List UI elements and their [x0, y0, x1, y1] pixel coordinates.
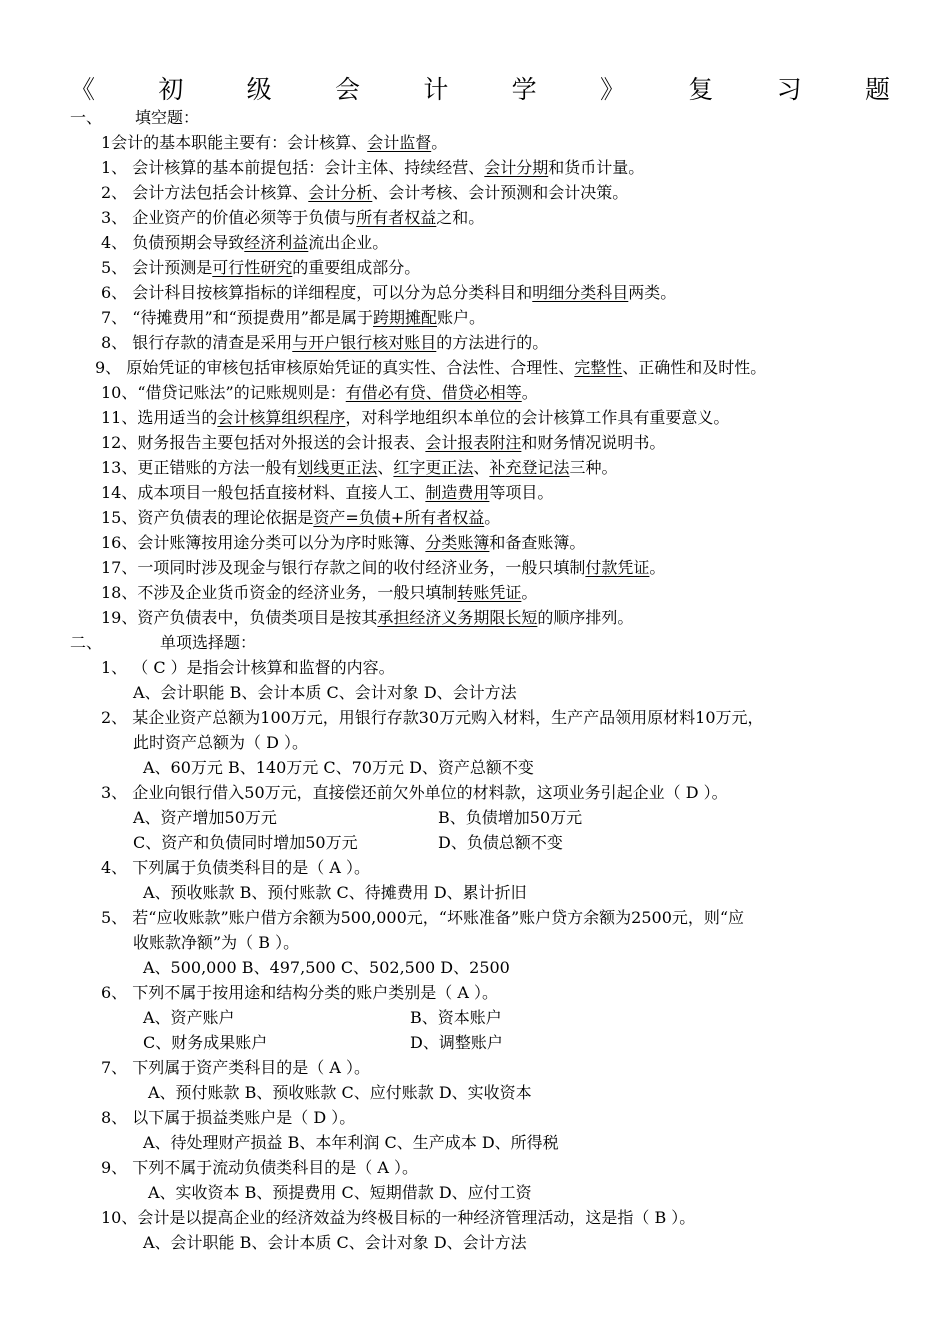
- text-line: [101, 656, 395, 680]
- answer-underlined: 可行性研究: [212, 258, 293, 277]
- text-segment: A、500,000 B、497,500 C、502,500 D、2500: [143, 958, 510, 977]
- answer-underlined: 资产=负债+所有者权益: [313, 508, 485, 527]
- text-segment: 14、成本项目一般包括直接材料、直接人工、: [101, 483, 426, 502]
- text-line: [101, 856, 370, 880]
- title-char: 》: [599, 75, 625, 104]
- text-segment: 7、 “待摊费用”和“预提费用”都是属于: [101, 308, 373, 327]
- text-segment: 。: [431, 133, 448, 152]
- text-line: [101, 506, 500, 530]
- text-segment: 和备查账簿。: [489, 533, 586, 552]
- text-segment: 3、 企业向银行借入50万元，直接偿还前欠外单位的材料款，这项业务引起企业（ D ）。: [101, 783, 728, 802]
- answer-underlined: 会计分期: [484, 158, 549, 177]
- text-segment: 11、选用适当的: [101, 408, 218, 427]
- text-line: [101, 381, 538, 405]
- answer-underlined: 明细分类科目: [532, 283, 629, 302]
- text-segment: 6、 会计科目按核算指标的详细程度，可以分为总分类科目和: [101, 283, 533, 302]
- text-line: [101, 556, 665, 580]
- title-char: 复: [688, 75, 714, 104]
- text-segment: 15、资产负债表的理论依据是: [101, 508, 314, 527]
- text-segment: A、预付账款 B、预收账款 C、应付账款 D、实收资本: [148, 1083, 532, 1102]
- answer-underlined: 所有者权益: [356, 208, 437, 227]
- text-segment: 19、资产负债表中，负债类项目是按其: [101, 608, 378, 627]
- text-segment: 账户。: [437, 308, 486, 327]
- text-segment: 8、 以下属于损益类账户是（ D ）。: [101, 1108, 356, 1127]
- text-line: [101, 256, 420, 280]
- text-segment: 流出企业。: [308, 233, 389, 252]
- text-line: [101, 306, 485, 330]
- text-segment: 16、会计账簿按用途分类可以分为序时账簿、: [101, 533, 426, 552]
- text-segment: 1、 会计核算的基本前提包括：会计主体、持续经营、: [101, 158, 485, 177]
- text-line: [143, 1031, 267, 1055]
- text-segment: 、: [473, 458, 490, 477]
- text-segment: 填空题：: [135, 108, 200, 127]
- text-segment: 的重要组成部分。: [292, 258, 421, 277]
- text-segment: C、资产和负债同时增加50万元: [133, 833, 358, 852]
- text-segment: A、待处理财产损益 B、本年利润 C、生产成本 D、所得税: [143, 1133, 559, 1152]
- text-segment: 。: [521, 583, 538, 602]
- text-segment: 8、 银行存款的清查是采用: [101, 333, 293, 352]
- text-segment: A、资产增加50万元: [133, 808, 277, 827]
- text-segment: D、负债总额不变: [438, 833, 563, 852]
- answer-underlined: 红字更正法: [393, 458, 474, 477]
- text-line: [101, 531, 585, 555]
- document-title: [70, 70, 890, 104]
- text-segment: 之和。: [436, 208, 485, 227]
- text-segment: 3、 企业资产的价值必须等于负债与: [101, 208, 357, 227]
- text-segment: 1会计的基本职能主要有：会计核算、: [101, 133, 368, 152]
- text-segment: A、实收资本 B、预提费用 C、短期借款 D、应付工资: [148, 1183, 532, 1202]
- text-segment: 和货币计量。: [548, 158, 645, 177]
- text-segment: 4、 下列属于负债类科目的是（ A ）。: [101, 858, 370, 877]
- text-segment: D、调整账户: [410, 1033, 503, 1052]
- text-segment: 一、: [70, 108, 103, 127]
- text-segment: B、负债增加50万元: [438, 808, 583, 827]
- text-line: [101, 1206, 695, 1230]
- answer-underlined: 划线更正法: [297, 458, 378, 477]
- text-line: [133, 731, 308, 755]
- text-line: [70, 631, 102, 655]
- text-segment: B、资本账户: [410, 1008, 502, 1027]
- text-line: [101, 1156, 418, 1180]
- text-segment: 13、更正错账的方法一般有: [101, 458, 298, 477]
- text-line: [101, 206, 484, 230]
- answer-underlined: 承担经济义务期限长短: [377, 608, 538, 627]
- text-segment: 2、 某企业资产总额为100万元，用银行存款30万元购入材料，生产产品领用原材料10万元，: [101, 708, 764, 727]
- text-line: [101, 606, 633, 630]
- text-line: [143, 1231, 527, 1255]
- text-line: [101, 456, 617, 480]
- text-line: [133, 681, 517, 705]
- title-char: 《: [70, 75, 96, 104]
- text-line: [101, 231, 388, 255]
- text-segment: A、60万元 B、140万元 C、70万元 D、资产总额不变: [143, 758, 534, 777]
- text-segment: 9、 原始凭证的审核包括审核原始凭证的真实性、合法性、合理性、: [95, 358, 575, 377]
- text-segment: 三种。: [569, 458, 618, 477]
- text-segment: 10、“借贷记账法”的记账规则是：: [101, 383, 346, 402]
- text-segment: A、预收账款 B、预付账款 C、待摊费用 D、累计折旧: [143, 883, 527, 902]
- text-segment: 、: [377, 458, 394, 477]
- answer-underlined: 会计监督: [367, 133, 432, 152]
- answer-underlined: 会计核算组织程序: [217, 408, 346, 427]
- text-segment: 10、会计是以提高企业的经济效益为终极目标的一种经济管理活动，这是指（ B ）。: [101, 1208, 696, 1227]
- text-line: [101, 581, 537, 605]
- text-segment: ，对科学地组织本单位的会计核算工作具有重要意义。: [345, 408, 730, 427]
- text-line: [148, 1081, 532, 1105]
- title-char: 题: [864, 75, 890, 104]
- answer-underlined: 经济利益: [244, 233, 309, 252]
- text-segment: A、会计职能 B、会计本质 C、会计对象 D、会计方法: [143, 1233, 527, 1252]
- text-line: [143, 956, 510, 980]
- text-line: [101, 331, 548, 355]
- text-line: [143, 1131, 559, 1155]
- text-line: [70, 106, 102, 130]
- text-segment: 二、: [70, 633, 103, 652]
- answer-underlined: 补充登记法: [489, 458, 570, 477]
- text-segment: 等项目。: [489, 483, 554, 502]
- text-segment: 此时资产总额为（ D ）。: [133, 733, 309, 752]
- title-char: 计: [423, 75, 449, 104]
- text-segment: 9、 下列不属于流动负债类科目的是（ A ）。: [101, 1158, 418, 1177]
- text-segment: 收账款净额”为（ B ）。: [133, 933, 300, 952]
- text-segment: 7、 下列属于资产类科目的是（ A ）。: [101, 1058, 370, 1077]
- text-line: [101, 1056, 370, 1080]
- text-segment: C、财务成果账户: [143, 1033, 268, 1052]
- text-line: [148, 1181, 532, 1205]
- text-segment: 的顺序排列。: [537, 608, 634, 627]
- text-segment: 两类。: [628, 283, 677, 302]
- text-segment: 、会计考核、会计预测和会计决策。: [372, 183, 629, 202]
- text-segment: 17、一项同时涉及现金与银行存款之间的收付经济业务，一般只填制: [101, 558, 586, 577]
- answer-underlined: 付款凭证: [585, 558, 650, 577]
- text-segment: A、会计职能 B、会计本质 C、会计对象 D、会计方法: [133, 683, 517, 702]
- answer-underlined: 制造费用: [425, 483, 490, 502]
- text-segment: 的方法进行的。: [436, 333, 549, 352]
- text-line: [101, 431, 665, 455]
- answer-underlined: 转账凭证: [457, 583, 522, 602]
- answer-underlined: 跨期摊配: [373, 308, 438, 327]
- text-line: [133, 831, 358, 855]
- text-line: [143, 881, 527, 905]
- answer-underlined: 完整性: [574, 358, 623, 377]
- title-char: 习: [776, 75, 802, 104]
- text-segment: 5、 会计预测是: [101, 258, 213, 277]
- text-line: [101, 281, 676, 305]
- text-segment: 2、 会计方法包括会计核算、: [101, 183, 309, 202]
- text-line: [133, 806, 277, 830]
- text-segment: 。: [521, 383, 538, 402]
- text-line: [101, 781, 728, 805]
- title-char: 级: [246, 75, 272, 104]
- text-segment: 。: [649, 558, 666, 577]
- text-segment: 18、不涉及企业货币资金的经济业务，一般只填制: [101, 583, 458, 602]
- text-line: [101, 131, 447, 155]
- text-line: [101, 1106, 355, 1130]
- text-segment: 单项选择题：: [160, 633, 257, 652]
- answer-underlined: 会计报表附注: [425, 433, 522, 452]
- text-line: [101, 181, 628, 205]
- answer-underlined: 会计分析: [308, 183, 373, 202]
- title-char: 初: [158, 75, 184, 104]
- answer-underlined: 分类账簿: [425, 533, 490, 552]
- text-line: [143, 1006, 235, 1030]
- title-char: 学: [511, 75, 537, 104]
- text-line: [101, 156, 644, 180]
- text-line: [95, 356, 766, 380]
- text-line: [101, 406, 729, 430]
- text-segment: 。: [484, 508, 501, 527]
- text-line: [101, 706, 764, 730]
- text-segment: 、正确性和及时性。: [622, 358, 767, 377]
- text-segment: A、资产账户: [143, 1008, 235, 1027]
- text-line: [101, 481, 553, 505]
- text-segment: 4、 负债预期会导致: [101, 233, 245, 252]
- text-line: [101, 906, 744, 930]
- text-line: [133, 931, 299, 955]
- text-segment: 12、财务报告主要包括对外报送的会计报表、: [101, 433, 426, 452]
- text-segment: 5、 若“应收账款”账户借方余额为500,000元，“坏账准备”账户贷方余额为2500元，则“应: [101, 908, 745, 927]
- answer-underlined: 有借必有贷、借贷必相等: [345, 383, 522, 402]
- title-char: 会: [334, 75, 360, 104]
- text-line: [143, 756, 534, 780]
- text-segment: 1、 （ C ）是指会计核算和监督的内容。: [101, 658, 395, 677]
- text-segment: 6、 下列不属于按用途和结构分类的账户类别是（ A ）。: [101, 983, 498, 1002]
- text-line: [101, 981, 498, 1005]
- text-segment: 和财务情况说明书。: [521, 433, 666, 452]
- answer-underlined: 与开户银行核对账目: [292, 333, 437, 352]
